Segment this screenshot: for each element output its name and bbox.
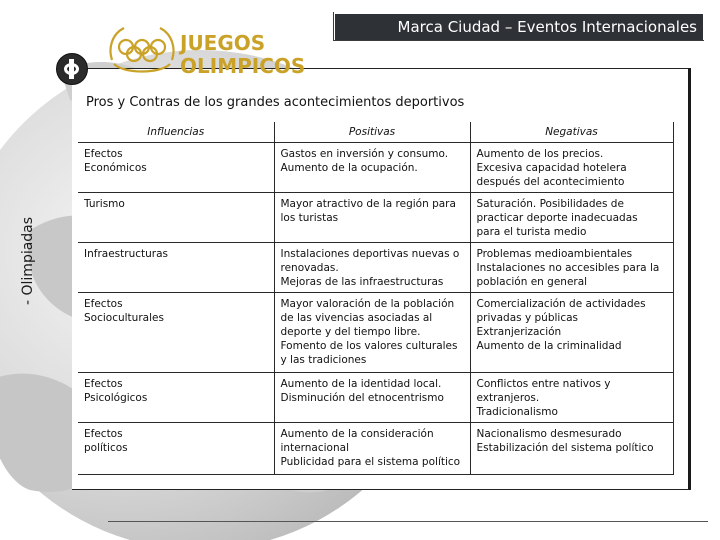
table-row: [78, 143, 673, 193]
cell-negative: Comercialización de actividades privadas y públicas Extranjerización Aumento de la criminalidad: [470, 293, 673, 373]
logo-text-juegos: JUEGOS: [180, 31, 266, 55]
table-row: [78, 423, 673, 475]
cell-positive: Instalaciones deportivas nuevas o renovadas. Mejoras de las infraestructuras: [274, 243, 470, 293]
table-row: [78, 373, 673, 423]
cell-negative: Saturación. Posibilidades de practicar deporte inadecuadas para el turista medio: [470, 193, 673, 243]
cell-positive: Aumento de la identidad local. Disminución del etnocentrismo: [274, 373, 470, 423]
table-header-row: [78, 122, 673, 143]
cell-negative: Conflictos entre nativos y extranjeros. Tradicionalismo: [470, 373, 673, 423]
cell-positive: Mayor atractivo de la región para los turistas: [274, 193, 470, 243]
pros-cons-table: [78, 122, 674, 475]
footer-divider: [108, 521, 708, 522]
cell-influence: Efectos Económicos: [84, 148, 147, 174]
table-row: [78, 243, 673, 293]
cell-negative: Problemas medioambientales Instalaciones no accesibles para la población en general: [470, 243, 673, 293]
page-subtitle: Pros y Contras de los grandes acontecimientos deportivos: [86, 95, 465, 110]
cell-influence: Efectos Socioculturales: [84, 298, 164, 324]
side-label: - Olimpiadas: [20, 216, 36, 305]
cell-influence: Efectos Psicológicos: [84, 378, 148, 404]
header-negativas: Negativas: [470, 122, 673, 143]
table-row: [78, 193, 673, 243]
cell-negative: Nacionalismo desmesurado Estabilización del sistema político: [470, 423, 673, 475]
cell-influence: Turismo: [84, 198, 125, 210]
header-title: Marca Ciudad – Eventos Internacionales: [397, 18, 697, 36]
cell-negative: Aumento de los precios. Excesiva capacidad hotelera después del acontecimiento: [470, 143, 673, 193]
cell-positive: Mayor valoración de la población de las vivencias asociadas al deporte y del tiempo libre. Fomento de los valores culturales y las tradiciones: [274, 293, 470, 373]
table-row: [78, 293, 673, 373]
olympic-games-logo: [106, 20, 306, 84]
header-positivas: Positivas: [274, 122, 470, 143]
cell-influence: Infraestructuras: [84, 248, 168, 260]
logo-text-olimpicos: OLIMPICOS: [180, 54, 306, 78]
header-bar: [335, 14, 703, 40]
cell-influence: Efectos políticos: [78, 423, 274, 475]
header-influencias: Influencias: [78, 122, 274, 143]
cell-positive: Aumento de la consideración internacional Publicidad para el sistema político: [274, 423, 470, 475]
presentation-logo-icon: [56, 53, 88, 85]
cell-positive: Gastos en inversión y consumo. Aumento de la ocupación.: [274, 143, 470, 193]
